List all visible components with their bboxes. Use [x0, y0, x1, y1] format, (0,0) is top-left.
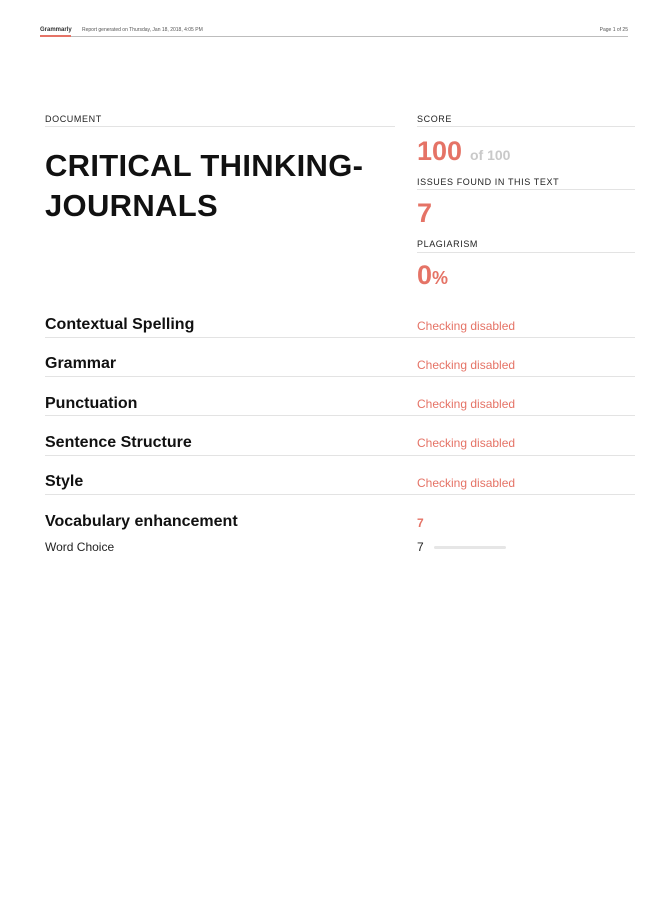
category-name: Sentence Structure — [45, 434, 192, 451]
vocabulary-name: Vocabulary enhancement — [45, 513, 238, 530]
brand-underline — [40, 35, 71, 37]
document-title: CRITICAL THINKING-JOURNALS — [45, 148, 364, 223]
category-rule — [45, 415, 635, 416]
category-status: Checking disabled — [417, 397, 516, 411]
document-rule — [45, 126, 395, 127]
score-value: 100 — [417, 136, 463, 166]
vocabulary-count: 7 — [417, 516, 424, 530]
document-label: DOCUMENT — [45, 114, 102, 124]
category-status: Checking disabled — [417, 436, 516, 450]
score-label: SCORE — [417, 114, 453, 124]
score-of: of 100 — [470, 147, 511, 163]
report-generated-text: Report generated on Thursday, Jan 18, 2018, 4:05 PM — [82, 27, 203, 33]
category-rule — [45, 455, 635, 456]
plagiarism-label: PLAGIARISM — [417, 239, 479, 249]
subcategory-count: 7 — [417, 540, 424, 554]
page-number: Page 1 of 25 — [599, 27, 628, 33]
issues-rule — [417, 189, 635, 190]
category-status: Checking disabled — [417, 358, 516, 372]
plagiarism-unit: % — [432, 268, 449, 288]
brand-logo: Grammarly — [40, 27, 72, 33]
category-name: Grammar — [45, 355, 117, 372]
issues-count: 7 — [417, 198, 433, 228]
category-name: Contextual Spelling — [45, 316, 195, 333]
report-header — [40, 26, 628, 37]
category-name: Style — [45, 473, 84, 490]
plagiarism-rule — [417, 252, 635, 253]
category-rule — [45, 337, 635, 338]
subcategory-name: Word Choice — [45, 540, 115, 554]
subcategory-bar — [434, 546, 506, 549]
plagiarism-value — [417, 260, 448, 291]
category-rule — [45, 494, 635, 495]
issues-label: ISSUES FOUND IN THIS TEXT — [417, 177, 560, 187]
category-name: Punctuation — [45, 395, 138, 412]
category-rule — [45, 376, 635, 377]
score-rule — [417, 126, 635, 127]
plagiarism-number: 0 — [417, 260, 433, 290]
category-status: Checking disabled — [417, 319, 516, 333]
category-status: Checking disabled — [417, 476, 516, 490]
